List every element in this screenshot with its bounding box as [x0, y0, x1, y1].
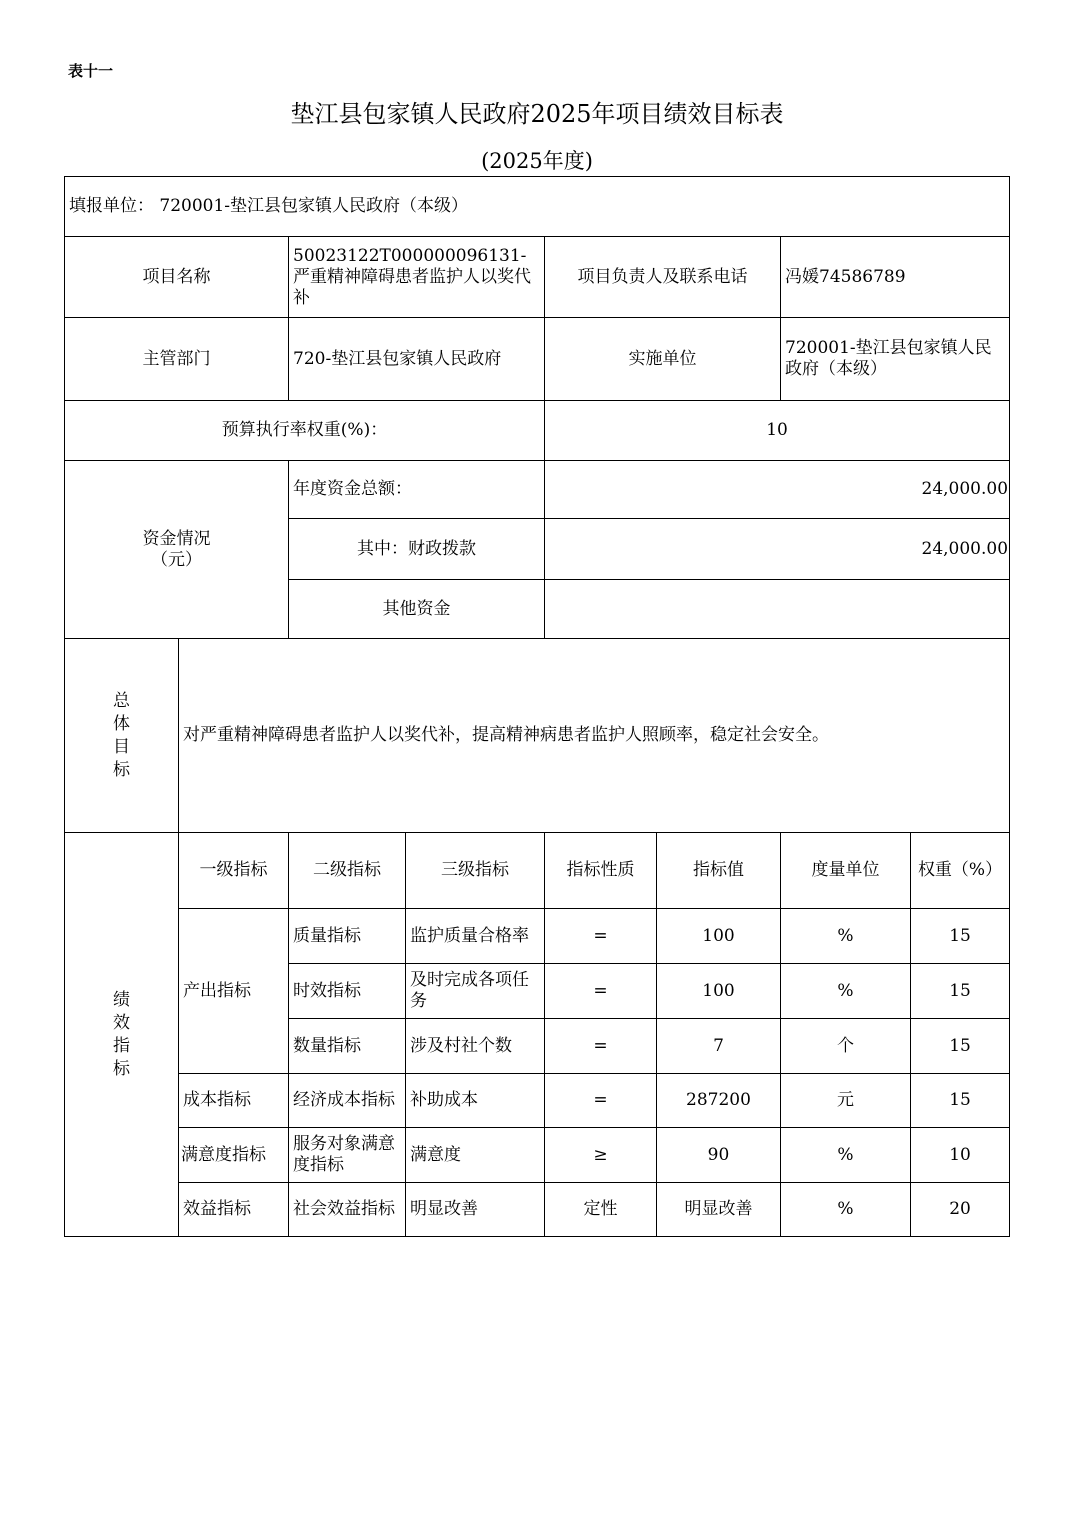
- table-row: [65, 1128, 1010, 1183]
- value: 明显改善: [657, 1183, 781, 1237]
- page-title: 垫江县包家镇人民政府2025年项目绩效目标表: [290, 100, 784, 128]
- l2: 社会效益指标: [289, 1183, 406, 1237]
- budget-rate-label: 预算执行率权重(%)：: [65, 401, 545, 461]
- l2: 服务对象满意度指标: [289, 1128, 406, 1183]
- dept: 720-垫江县包家镇人民政府: [289, 318, 545, 401]
- value: 100: [657, 909, 781, 964]
- l3: 明显改善: [406, 1183, 545, 1237]
- value: 90: [657, 1128, 781, 1183]
- fund-value: 24,000.00: [545, 461, 1010, 519]
- l1: 成本指标: [179, 1074, 289, 1128]
- budget-rate: 10: [545, 401, 1010, 461]
- l2: 时效指标: [289, 964, 406, 1019]
- weight: 20: [911, 1183, 1010, 1237]
- header-value: 指标值: [657, 833, 781, 909]
- l3: 监护质量合格率: [406, 909, 545, 964]
- value: 7: [657, 1019, 781, 1074]
- header-weight: 权重（%）: [911, 833, 1010, 909]
- goal-label: 总体目标: [65, 639, 179, 833]
- nature: 定性: [545, 1183, 657, 1237]
- reporting-unit: 填报单位： 720001-垫江县包家镇人民政府（本级）: [65, 177, 1010, 237]
- l3: 补助成本: [406, 1074, 545, 1128]
- unit: %: [781, 909, 911, 964]
- fund-value: 24,000.00: [545, 519, 1010, 580]
- performance-table: [64, 176, 1010, 1237]
- project-name: 50023122T000000096131-严重精神障碍患者监护人以奖代补: [289, 237, 545, 318]
- fund-label: 年度资金总额：: [289, 461, 545, 519]
- funds-label: 资金情况（元）: [65, 461, 289, 639]
- nature: ≥: [545, 1128, 657, 1183]
- value: 100: [657, 964, 781, 1019]
- header-l2: 二级指标: [289, 833, 406, 909]
- unit: 个: [781, 1019, 911, 1074]
- l1: 满意度指标: [179, 1128, 289, 1183]
- nature: =: [545, 1019, 657, 1074]
- l2: 数量指标: [289, 1019, 406, 1074]
- impl-label: 实施单位: [545, 318, 781, 401]
- nature: =: [545, 964, 657, 1019]
- l3: 涉及村社个数: [406, 1019, 545, 1074]
- fund-label: 其他资金: [289, 580, 545, 639]
- l3: 及时完成各项任务: [406, 964, 545, 1019]
- table-tag: 表十一: [68, 62, 114, 80]
- weight: 10: [911, 1128, 1010, 1183]
- unit: %: [781, 1183, 911, 1237]
- fund-label: 其中：财政拨款: [289, 519, 545, 580]
- header-l3: 三级指标: [406, 833, 545, 909]
- table-row: [65, 1074, 1010, 1128]
- contact: 冯媛74586789: [781, 237, 1010, 318]
- weight: 15: [911, 909, 1010, 964]
- impl: 720001-垫江县包家镇人民政府（本级）: [781, 318, 1010, 401]
- header-nature: 指标性质: [545, 833, 657, 909]
- table-row: [65, 909, 1010, 964]
- l2: 经济成本指标: [289, 1074, 406, 1128]
- perf-label: 绩效指标: [65, 833, 179, 1237]
- fund-value: [545, 580, 1010, 639]
- page-subtitle: (2025年度): [481, 149, 593, 173]
- weight: 15: [911, 1019, 1010, 1074]
- goal: 对严重精神障碍患者监护人以奖代补，提高精神病患者监护人照顾率，稳定社会安全。: [179, 639, 1010, 833]
- nature: =: [545, 909, 657, 964]
- weight: 15: [911, 964, 1010, 1019]
- l2: 质量指标: [289, 909, 406, 964]
- l1: 产出指标: [179, 909, 289, 1074]
- unit: %: [781, 1128, 911, 1183]
- header-l1: 一级指标: [179, 833, 289, 909]
- unit: %: [781, 964, 911, 1019]
- header-unit: 度量单位: [781, 833, 911, 909]
- l1: 效益指标: [179, 1183, 289, 1237]
- dept-label: 主管部门: [65, 318, 289, 401]
- nature: =: [545, 1074, 657, 1128]
- project-name-label: 项目名称: [65, 237, 289, 318]
- weight: 15: [911, 1074, 1010, 1128]
- contact-label: 项目负责人及联系电话: [545, 237, 781, 318]
- table-row: [65, 1183, 1010, 1237]
- unit: 元: [781, 1074, 911, 1128]
- l3: 满意度: [406, 1128, 545, 1183]
- value: 287200: [657, 1074, 781, 1128]
